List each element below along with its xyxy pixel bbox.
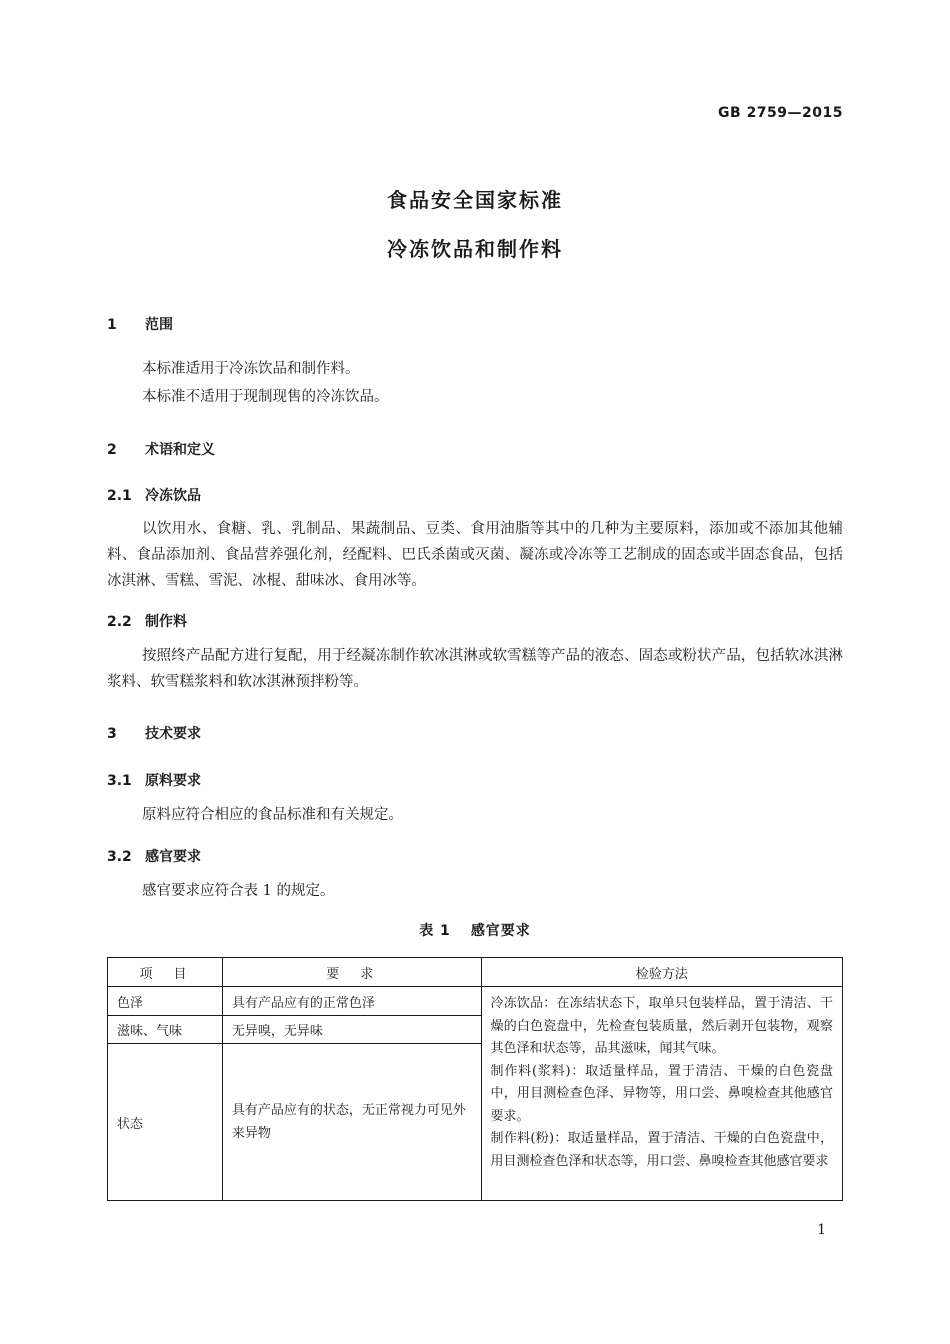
section-heading-3 <box>107 723 201 743</box>
section-title: 制作料 <box>145 614 187 630</box>
table-caption <box>0 920 950 940</box>
section-heading-1 <box>107 314 173 334</box>
section-title: 原料要求 <box>145 773 201 789</box>
section-title: 范围 <box>145 317 173 333</box>
section-number: 2.2 <box>107 614 132 630</box>
method-paragraph: 制作料(粉)：取适量样品，置于清洁、干燥的白色瓷盘中，用目测检查色泽和状态等，用口尝、鼻嗅检查其他感官要求 <box>490 1131 833 1169</box>
section-title: 感官要求 <box>145 849 201 865</box>
table-header-requirement: 要 求 <box>222 958 481 987</box>
section-number: 3.2 <box>107 849 132 865</box>
sensory-requirements-table <box>107 957 843 1201</box>
section-heading-3-1 <box>107 770 201 790</box>
document-title: 食品安全国家标准 <box>387 188 563 212</box>
table-cell-item: 滋味、气味 <box>108 1016 223 1044</box>
section-number: 1 <box>107 317 117 333</box>
section-heading-2-1 <box>107 485 201 505</box>
paragraph: 感官要求应符合表 1 的规定。 <box>142 883 335 899</box>
paragraph: 按照终产品配方进行复配，用于经凝冻制作软冰淇淋或软雪糕等产品的液态、固态或粉状产品，包括软冰淇淋浆料、软雪糕浆料和软冰淇淋预拌粉等。 <box>107 648 843 690</box>
section-number: 2 <box>107 442 117 458</box>
paragraph: 原料应符合相应的食品标准和有关规定。 <box>142 807 403 823</box>
paragraph: 本标准不适用于现制现售的冷冻饮品。 <box>142 389 389 405</box>
table-header-item: 项 目 <box>108 958 223 987</box>
standard-number: GB 2759—2015 <box>718 105 843 121</box>
table-cell-requirement: 具有产品应有的状态，无正常视力可见外来异物 <box>222 1044 481 1201</box>
table-caption-number: 表 1 <box>419 923 451 939</box>
paragraph: 本标准适用于冷冻饮品和制作料。 <box>142 361 360 377</box>
section-title: 冷冻饮品 <box>145 488 201 504</box>
page-number: 1 <box>817 1222 826 1238</box>
table-cell-requirement: 具有产品应有的正常色泽 <box>222 987 481 1016</box>
method-paragraph: 制作料(浆料)：取适量样品，置于清洁、干燥的白色瓷盘中，用目测检查色泽、异物等，用口尝、鼻嗅检查其他感官要求。 <box>490 1063 833 1124</box>
document-subtitle: 冷冻饮品和制作料 <box>387 237 563 261</box>
table-header-method: 检验方法 <box>481 958 842 987</box>
table-cell-requirement: 无异嗅，无异味 <box>222 1016 481 1044</box>
table-caption-title: 感官要求 <box>470 923 531 939</box>
section-heading-2-2 <box>107 611 187 631</box>
table-cell-method <box>481 987 842 1201</box>
section-heading-3-2 <box>107 846 201 866</box>
section-number: 3 <box>107 726 117 742</box>
section-title: 技术要求 <box>145 726 201 742</box>
paragraph: 以饮用水、食糖、乳、乳制品、果蔬制品、豆类、食用油脂等其中的几种为主要原料，添加或不添加其他辅料、食品添加剂、食品营养强化剂，经配料、巴氏杀菌或灭菌、凝冻或冷冻等工艺制成的固态或半固态食品，包括冰淇淋、雪糕、雪泥、冰棍、甜味冰、食用冰等。 <box>107 521 843 589</box>
table-header-row <box>108 958 843 987</box>
table-row <box>108 987 843 1016</box>
table-cell-item: 状态 <box>108 1044 223 1201</box>
section-heading-2 <box>107 439 215 459</box>
section-number: 3.1 <box>107 773 132 789</box>
table-cell-item: 色泽 <box>108 987 223 1016</box>
method-paragraph: 冷冻饮品：在冻结状态下，取单只包装样品，置于清洁、干燥的白色瓷盘中，先检查包装质量，然后剥开包装物，观察其色泽和状态等，品其滋味，闻其气味。 <box>490 996 833 1056</box>
section-number: 2.1 <box>107 488 132 504</box>
section-title: 术语和定义 <box>145 442 215 458</box>
